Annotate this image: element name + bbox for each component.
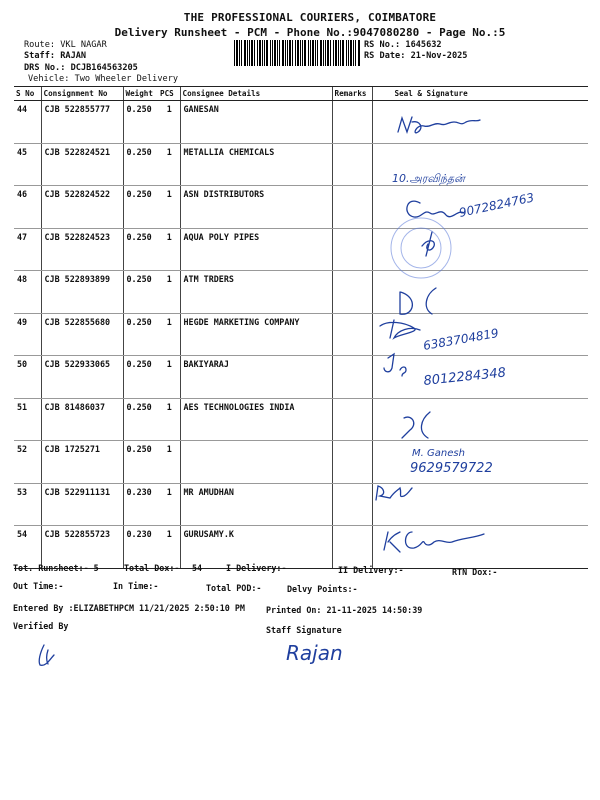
table-row — [14, 356, 588, 399]
cell-sno: 54 — [14, 526, 41, 569]
cell-consignment: CJB 522824523 — [41, 228, 123, 271]
staff-handwritten-signature: Rajan — [286, 641, 343, 665]
cell-weight: 0.250 — [123, 356, 158, 399]
cell-consignee: METALLIA CHEMICALS — [180, 143, 332, 186]
barcode-bar — [315, 40, 316, 66]
cell-weight: 0.230 — [123, 526, 158, 569]
barcode-bar — [325, 40, 326, 66]
total-pod: Total POD:- — [206, 583, 262, 593]
cell-weight: 0.250 — [123, 398, 158, 441]
cell-consignee: HEGDE MARKETING COMPANY — [180, 313, 332, 356]
barcode-bar — [274, 40, 276, 66]
barcode-bar — [239, 40, 240, 66]
barcode-bar — [262, 40, 263, 66]
barcode-bar — [323, 40, 324, 66]
barcode — [234, 40, 360, 66]
cell-seal — [372, 398, 588, 441]
handwriting-50-phone: 8012284348 — [422, 365, 507, 389]
route: Route: VKL NAGAR — [24, 40, 107, 50]
table-row — [14, 143, 588, 186]
barcode-bar — [254, 40, 255, 66]
barcode-bar — [330, 40, 331, 66]
cell-consignment: CJB 522824521 — [41, 143, 123, 186]
entered-by: Entered By :ELIZABETHPCM 11/21/2025 2:50:10 PM — [13, 603, 245, 613]
barcode-bar — [241, 40, 242, 66]
cell-remarks — [332, 186, 372, 229]
cell-seal — [372, 483, 588, 526]
total-dox-label: Total Dox:- — [124, 563, 180, 573]
barcode-bar — [236, 40, 238, 66]
table-row — [14, 228, 588, 271]
cell-remarks — [332, 313, 372, 356]
cell-sno: 53 — [14, 483, 41, 526]
staff-signature-label: Staff Signature — [266, 625, 342, 635]
cell-pcs: 1 — [158, 271, 180, 314]
cell-weight: 0.250 — [123, 228, 158, 271]
col-seal: Seal & Signature — [372, 87, 588, 101]
barcode-bar — [348, 40, 349, 66]
cell-consignee — [180, 441, 332, 484]
cell-pcs: 1 — [158, 398, 180, 441]
verified-signature — [39, 645, 54, 665]
barcode-bar — [358, 40, 360, 66]
cell-remarks — [332, 398, 372, 441]
cell-consignment: CJB 522933065 — [41, 356, 123, 399]
drs-number — [24, 63, 138, 73]
table-row — [14, 271, 588, 314]
barcode-bar — [259, 40, 261, 66]
col-consignment: Consignment No — [41, 87, 123, 101]
barcode-bar — [279, 40, 280, 66]
cell-consignee: BAKIYARAJ — [180, 356, 332, 399]
barcode-bar — [234, 40, 235, 66]
drs-label: DRS No.: — [24, 63, 66, 73]
barcode-bar — [310, 40, 311, 66]
staff: Staff: RAJAN — [24, 51, 87, 61]
total-runsheet: Tot. Runsheet:- 5 — [13, 563, 99, 573]
cell-sno: 47 — [14, 228, 41, 271]
cell-remarks — [332, 356, 372, 399]
handwriting-46-phone: 9072824763 — [457, 190, 536, 220]
cell-consignee: AQUA POLY PIPES — [180, 228, 332, 271]
verified-by: Verified By — [13, 621, 69, 631]
barcode-bar — [350, 40, 352, 66]
cell-pcs: 1 — [158, 143, 180, 186]
barcode-bar — [300, 40, 301, 66]
col-consignee: Consignee Details — [180, 87, 332, 101]
cell-seal — [372, 271, 588, 314]
barcode-bar — [285, 40, 286, 66]
cell-pcs: 1 — [158, 228, 180, 271]
cell-consignee: ATM TRDERS — [180, 271, 332, 314]
cell-consignee: MR AMUDHAN — [180, 483, 332, 526]
cell-sno: 46 — [14, 186, 41, 229]
i-delivery: I Delivery:- — [226, 563, 287, 573]
drs-value: DCJB164563205 — [70, 63, 138, 73]
cell-sno: 44 — [14, 101, 41, 144]
cell-remarks — [332, 143, 372, 186]
cell-weight: 0.250 — [123, 186, 158, 229]
delvy-points: Delvy Points:- — [287, 584, 358, 594]
ii-delivery: II Delivery:- — [338, 565, 404, 575]
barcode-bar — [251, 40, 253, 66]
cell-seal — [372, 143, 588, 186]
cell-weight: 0.250 — [123, 271, 158, 314]
vehicle: Vehicle: Two Wheeler Delivery — [28, 74, 179, 84]
barcode-bar — [302, 40, 303, 66]
cell-pcs: 1 — [158, 483, 180, 526]
barcode-bar — [272, 40, 273, 66]
printed-on: Printed On: 21-11-2025 14:50:39 — [266, 605, 423, 615]
cell-sno: 48 — [14, 271, 41, 314]
table-row — [14, 441, 588, 484]
barcode-bar — [295, 40, 296, 66]
barcode-bar — [320, 40, 322, 66]
cell-seal — [372, 526, 588, 569]
rs-date: RS Date: 21-Nov-2025 — [364, 51, 468, 61]
barcode-bar — [317, 40, 318, 66]
col-pcs: PCS — [158, 87, 180, 101]
table-header — [14, 87, 588, 101]
barcode-bar — [312, 40, 314, 66]
cell-seal — [372, 228, 588, 271]
cell-remarks — [332, 483, 372, 526]
table-row — [14, 186, 588, 229]
rtn-dox: RTN Dox:- — [452, 567, 498, 577]
handwriting-52-name: M. Ganesh — [412, 448, 465, 459]
cell-consignment: CJB 81486037 — [41, 398, 123, 441]
cell-consignee: GURUSAMY.K — [180, 526, 332, 569]
barcode-bar — [346, 40, 347, 66]
col-weight: Weight — [123, 87, 158, 101]
cell-pcs: 1 — [158, 526, 180, 569]
cell-sno: 45 — [14, 143, 41, 186]
cell-remarks — [332, 441, 372, 484]
cell-sno: 49 — [14, 313, 41, 356]
cell-remarks — [332, 271, 372, 314]
barcode-bar — [304, 40, 306, 66]
handwriting-52-phone: 9629579722 — [410, 461, 493, 476]
cell-pcs: 1 — [158, 313, 180, 356]
table-row — [14, 483, 588, 526]
barcode-bar — [338, 40, 339, 66]
cell-remarks — [332, 228, 372, 271]
barcode-bar — [287, 40, 288, 66]
out-time: Out Time:- — [13, 581, 64, 591]
cell-pcs: 1 — [158, 441, 180, 484]
barcode-bar — [282, 40, 284, 66]
cell-consignee: AES TECHNOLOGIES INDIA — [180, 398, 332, 441]
barcode-bar — [355, 40, 356, 66]
barcode-bar — [353, 40, 354, 66]
cell-remarks — [332, 526, 372, 569]
cell-seal — [372, 186, 588, 229]
barcode-bar — [264, 40, 265, 66]
barcode-bar — [257, 40, 258, 66]
runsheet-subtitle: Delivery Runsheet - PCM - Phone No.:9047080280 - Page No.:5 — [114, 26, 506, 39]
cell-weight: 0.250 — [123, 101, 158, 144]
barcode-bar — [249, 40, 250, 66]
cell-weight: 0.250 — [123, 313, 158, 356]
total-dox-value: 54 — [192, 563, 203, 573]
handwriting-45: 10.அரவிந்தன் — [392, 172, 465, 185]
barcode-bar — [270, 40, 271, 66]
cell-consignment: CJB 522893899 — [41, 271, 123, 314]
cell-weight: 0.250 — [123, 143, 158, 186]
barcode-bar — [342, 40, 344, 66]
barcode-bar — [292, 40, 293, 66]
barcode-bar — [308, 40, 309, 66]
cell-pcs: 1 — [158, 101, 180, 144]
cell-consignment: CJB 522855777 — [41, 101, 123, 144]
barcode-bar — [335, 40, 337, 66]
barcode-bar — [244, 40, 246, 66]
barcode-bar — [247, 40, 248, 66]
cell-weight: 0.230 — [123, 483, 158, 526]
barcode-bar — [266, 40, 268, 66]
barcode-bar — [289, 40, 291, 66]
cell-consignee: GANESAN — [180, 101, 332, 144]
cell-seal — [372, 101, 588, 144]
company-title: THE PROFESSIONAL COURIERS, COIMBATORE — [183, 11, 437, 24]
barcode-bar — [297, 40, 299, 66]
table-row — [14, 398, 588, 441]
cell-seal — [372, 441, 588, 484]
cell-sno: 51 — [14, 398, 41, 441]
cell-seal — [372, 356, 588, 399]
cell-seal — [372, 313, 588, 356]
cell-pcs: 1 — [158, 186, 180, 229]
cell-consignment: CJB 522855723 — [41, 526, 123, 569]
runsheet-table — [14, 86, 588, 569]
barcode-bar — [333, 40, 334, 66]
cell-sno: 50 — [14, 356, 41, 399]
barcode-bar — [340, 40, 341, 66]
cell-consignee: ASN DISTRIBUTORS — [180, 186, 332, 229]
handwriting-49-phone: 6383704819 — [422, 325, 500, 353]
cell-remarks — [332, 101, 372, 144]
cell-weight: 0.250 — [123, 441, 158, 484]
cell-consignment: CJB 522824522 — [41, 186, 123, 229]
cell-consignment: CJB 522855680 — [41, 313, 123, 356]
table-row — [14, 313, 588, 356]
in-time: In Time:- — [113, 581, 159, 591]
col-sno: S No — [14, 87, 41, 101]
barcode-bar — [327, 40, 329, 66]
cell-consignment: CJB 1725271 — [41, 441, 123, 484]
col-remarks: Remarks — [332, 87, 372, 101]
rs-number: RS No.: 1645632 — [364, 40, 442, 50]
table-row — [14, 101, 588, 144]
barcode-bar — [277, 40, 278, 66]
cell-consignment: CJB 522911131 — [41, 483, 123, 526]
cell-pcs: 1 — [158, 356, 180, 399]
table-row — [14, 526, 588, 569]
cell-sno: 52 — [14, 441, 41, 484]
